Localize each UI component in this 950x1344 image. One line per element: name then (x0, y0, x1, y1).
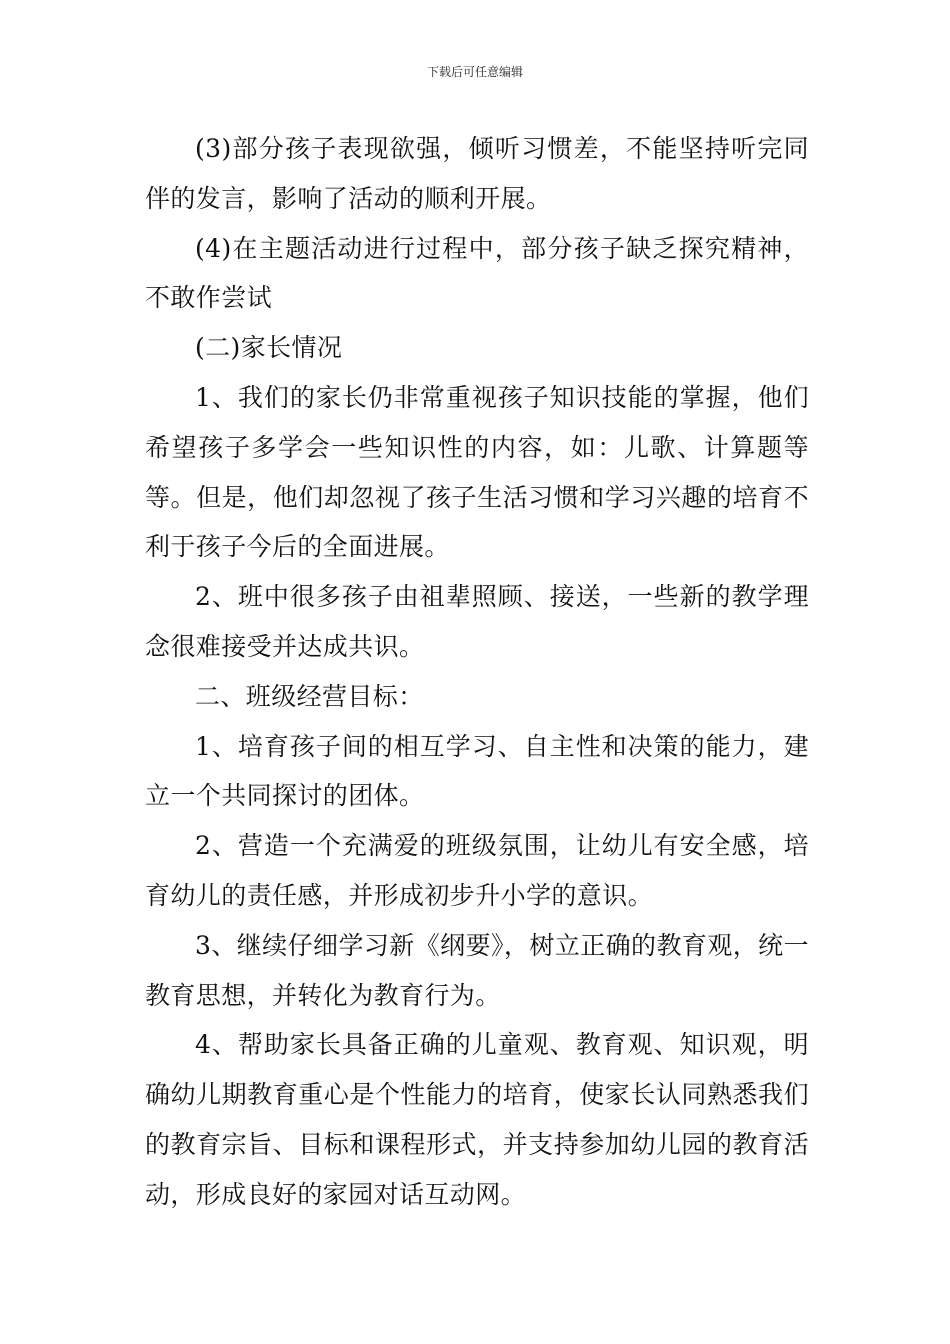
paragraph-goal-3: 3、继续仔细学习新《纲要》，树立正确的教育观，统一教育思想，并转化为教育行为。 (145, 930, 809, 1010)
paragraph-goal-4: 4、帮助家长具备正确的儿童观、教育观、知识观，明确幼儿期教育重心是个性能力的培育，使家长认同熟悉我们的教育宗旨、目标和课程形式，并支持参加幼儿园的教育活动，形成良好的家园对话互动网。 (145, 1030, 809, 1209)
paragraph-parents-2: 2、班中很多孩子由祖辈照顾、接送，一些新的教学理念很难接受并达成共识。 (145, 582, 809, 661)
paragraph-observation-4: (4)在主题活动进行过程中，部分孩子缺乏探究精神，不敢作尝试 (145, 233, 809, 313)
paragraph-observation-3: (3)部分孩子表现欲强，倾听习惯差，不能坚持听完同伴的发言，影响了活动的顺利开展。 (145, 134, 809, 213)
paragraph-goal-2: 2、营造一个充满爱的班级氛围，让幼儿有安全感，培育幼儿的责任感，并形成初步升小学的意识。 (145, 831, 809, 910)
document-body (145, 124, 809, 1220)
page-header-note: 下载后可任意编辑 (426, 65, 523, 79)
paragraph-goal-1: 1、培育孩子间的相互学习、自主性和决策的能力，建立一个共同探讨的团体。 (145, 731, 809, 811)
section-heading-parents: (二)家长情况 (195, 333, 343, 363)
paragraph-parents-1: 1、我们的家长仍非常重视孩子知识技能的掌握，他们希望孩子多学会一些知识性的内容，如：儿歌、计算题等等。但是，他们却忽视了孩子生活习惯和学习兴趣的培育不利于孩子今后的全面进展。 (145, 382, 809, 562)
section-heading-goals: 二、班级经营目标： (195, 681, 424, 711)
